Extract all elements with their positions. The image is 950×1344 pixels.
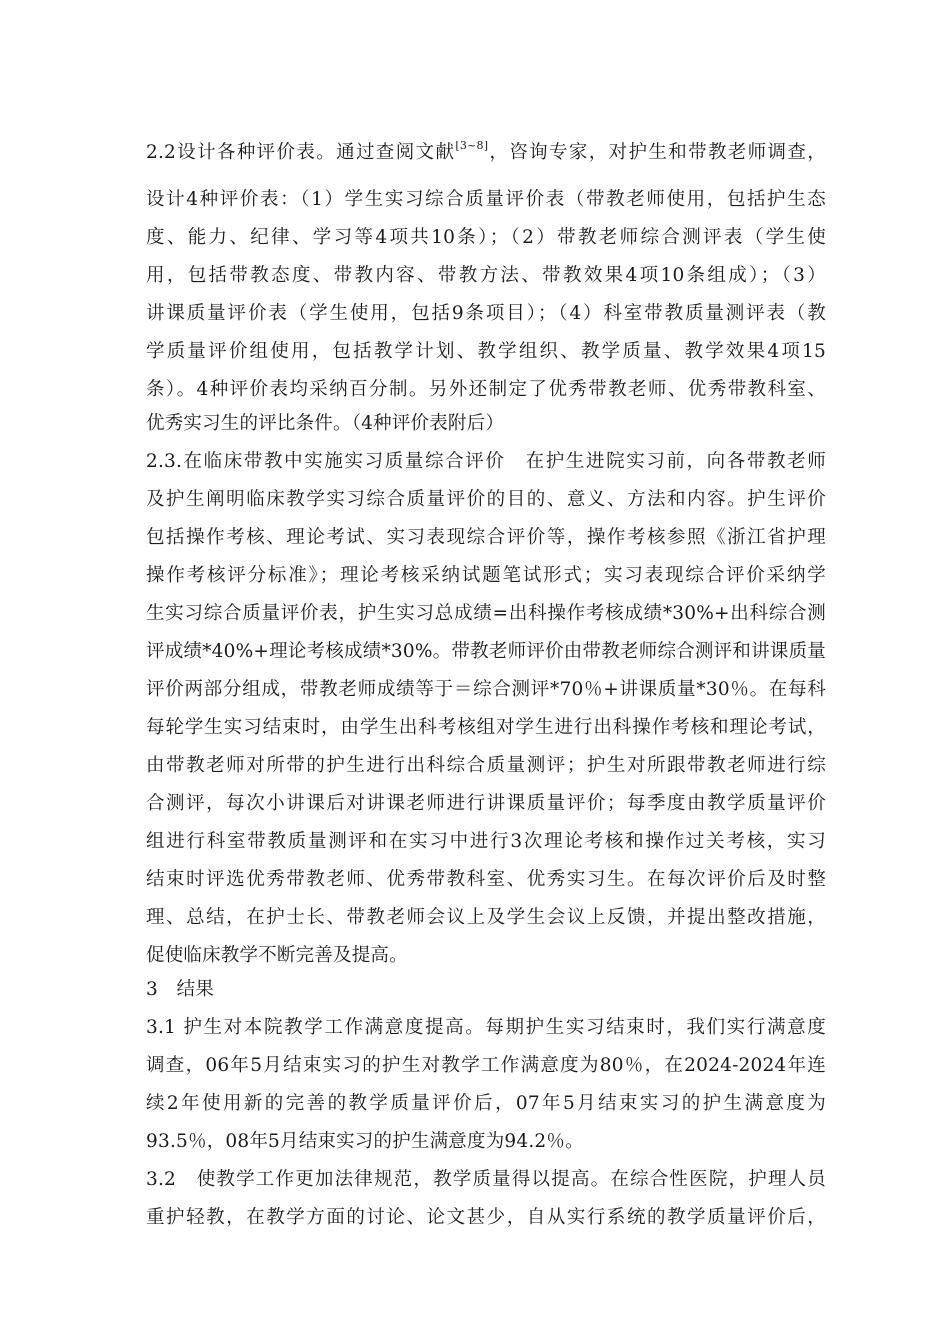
text-fragment: 2.2设计各种评价表。通过查阅文献 [146,142,456,163]
text-line: 学质量评价组使用，包括教学计划、教学组织、教学质量、教学效果4项15 [146,341,826,362]
text-line: 及护生阐明临床教学实习综合质量评价的目的、意义、方法和内容。护生评价 [146,489,826,510]
text-line: 评成绩*40%+理论考核成绩*30%。带教老师评价由带教老师综合测评和讲课质量 [146,641,826,662]
text-line: 理、总结，在护士长、带教老师会议上及学生会议上反馈，并提出整改措施， [146,907,826,928]
text-line: 结束时评选优秀带教老师、优秀带教科室、优秀实习生。在每次评价后及时整 [146,869,826,890]
text-line: 合测评，每次小讲课后对讲课老师进行讲课质量评价；每季度由教学质量评价 [146,793,826,814]
text-line [146,141,826,165]
text-line: 调查，06年5月结束实习的护生对教学工作满意度为80％，在2024-2024年连 [146,1055,826,1076]
text-line: 生实习综合质量评价表，护生实习总成绩=出科操作考核成绩*30%+出科综合测 [146,603,826,624]
text-line: 续2年使用新的完善的教学质量评价后，07年5月结束实习的护生满意度为 [146,1093,826,1114]
text-line: 评价两部分组成，带教老师成绩等于＝综合测评*70％+讲课质量*30％。在每科 [146,679,826,700]
section-heading-2-3: 2.3.在临床带教中实施实习质量综合评价 在护生进院实习前，向各带教老师 [146,451,826,472]
citation-superscript: [3~8] [455,141,489,152]
text-line: 度、能力、纪律、学习等4项共10条）；（2）带教老师综合测评表（学生使 [146,227,826,248]
text-line: 条）。4种评价表均采纳百分制。另外还制定了优秀带教老师、优秀带教科室、 [146,379,826,400]
text-line: 包括操作考核、理论考试、实习表现综合评价等，操作考核参照《浙江省护理 [146,527,826,548]
section-heading-results: 3 结果 [146,979,215,1000]
text-line: 讲课质量评价表（学生使用，包括9条项目）；（4）科室带教质量测评表（教 [146,303,826,324]
text-line: 优秀实习生的评比条件。（4种评价表附后） [146,413,505,434]
text-line: 93.5％，08年5月结束实习的护生满意度为94.2％。 [146,1131,584,1152]
text-fragment: ，咨询专家，对护生和带教老师调查， [488,142,826,163]
text-line: 操作考核评分标准》；理论考核采纳试题笔试形式；实习表现综合评价采纳学 [146,565,826,586]
text-line: 由带教老师对所带的护生进行出科综合质量测评；护生对所跟带教老师进行综 [146,755,826,776]
text-line: 促使临床教学不断完善及提高。 [146,945,408,966]
text-line: 用，包括带教态度、带教内容、带教方法、带教效果4项10条组成）；（3） [146,265,826,286]
text-line: 组进行科室带教质量测评和在实习中进行3次理论考核和操作过关考核，实习 [146,831,826,852]
text-line: 重护轻教，在教学方面的讨论、论文甚少，自从实行系统的教学质量评价后， [146,1207,826,1228]
text-line: 3.2 使教学工作更加法律规范，教学质量得以提高。在综合性医院，护理人员 [146,1169,826,1190]
text-line: 设计4种评价表：（1）学生实习综合质量评价表（带教老师使用，包括护生态 [146,189,826,210]
text-line: 每轮学生实习结束时，由学生出科考核组对学生进行出科操作考核和理论考试， [146,717,826,738]
text-line: 3.1 护生对本院教学工作满意度提高。每期护生实习结束时，我们实行满意度 [146,1017,826,1038]
